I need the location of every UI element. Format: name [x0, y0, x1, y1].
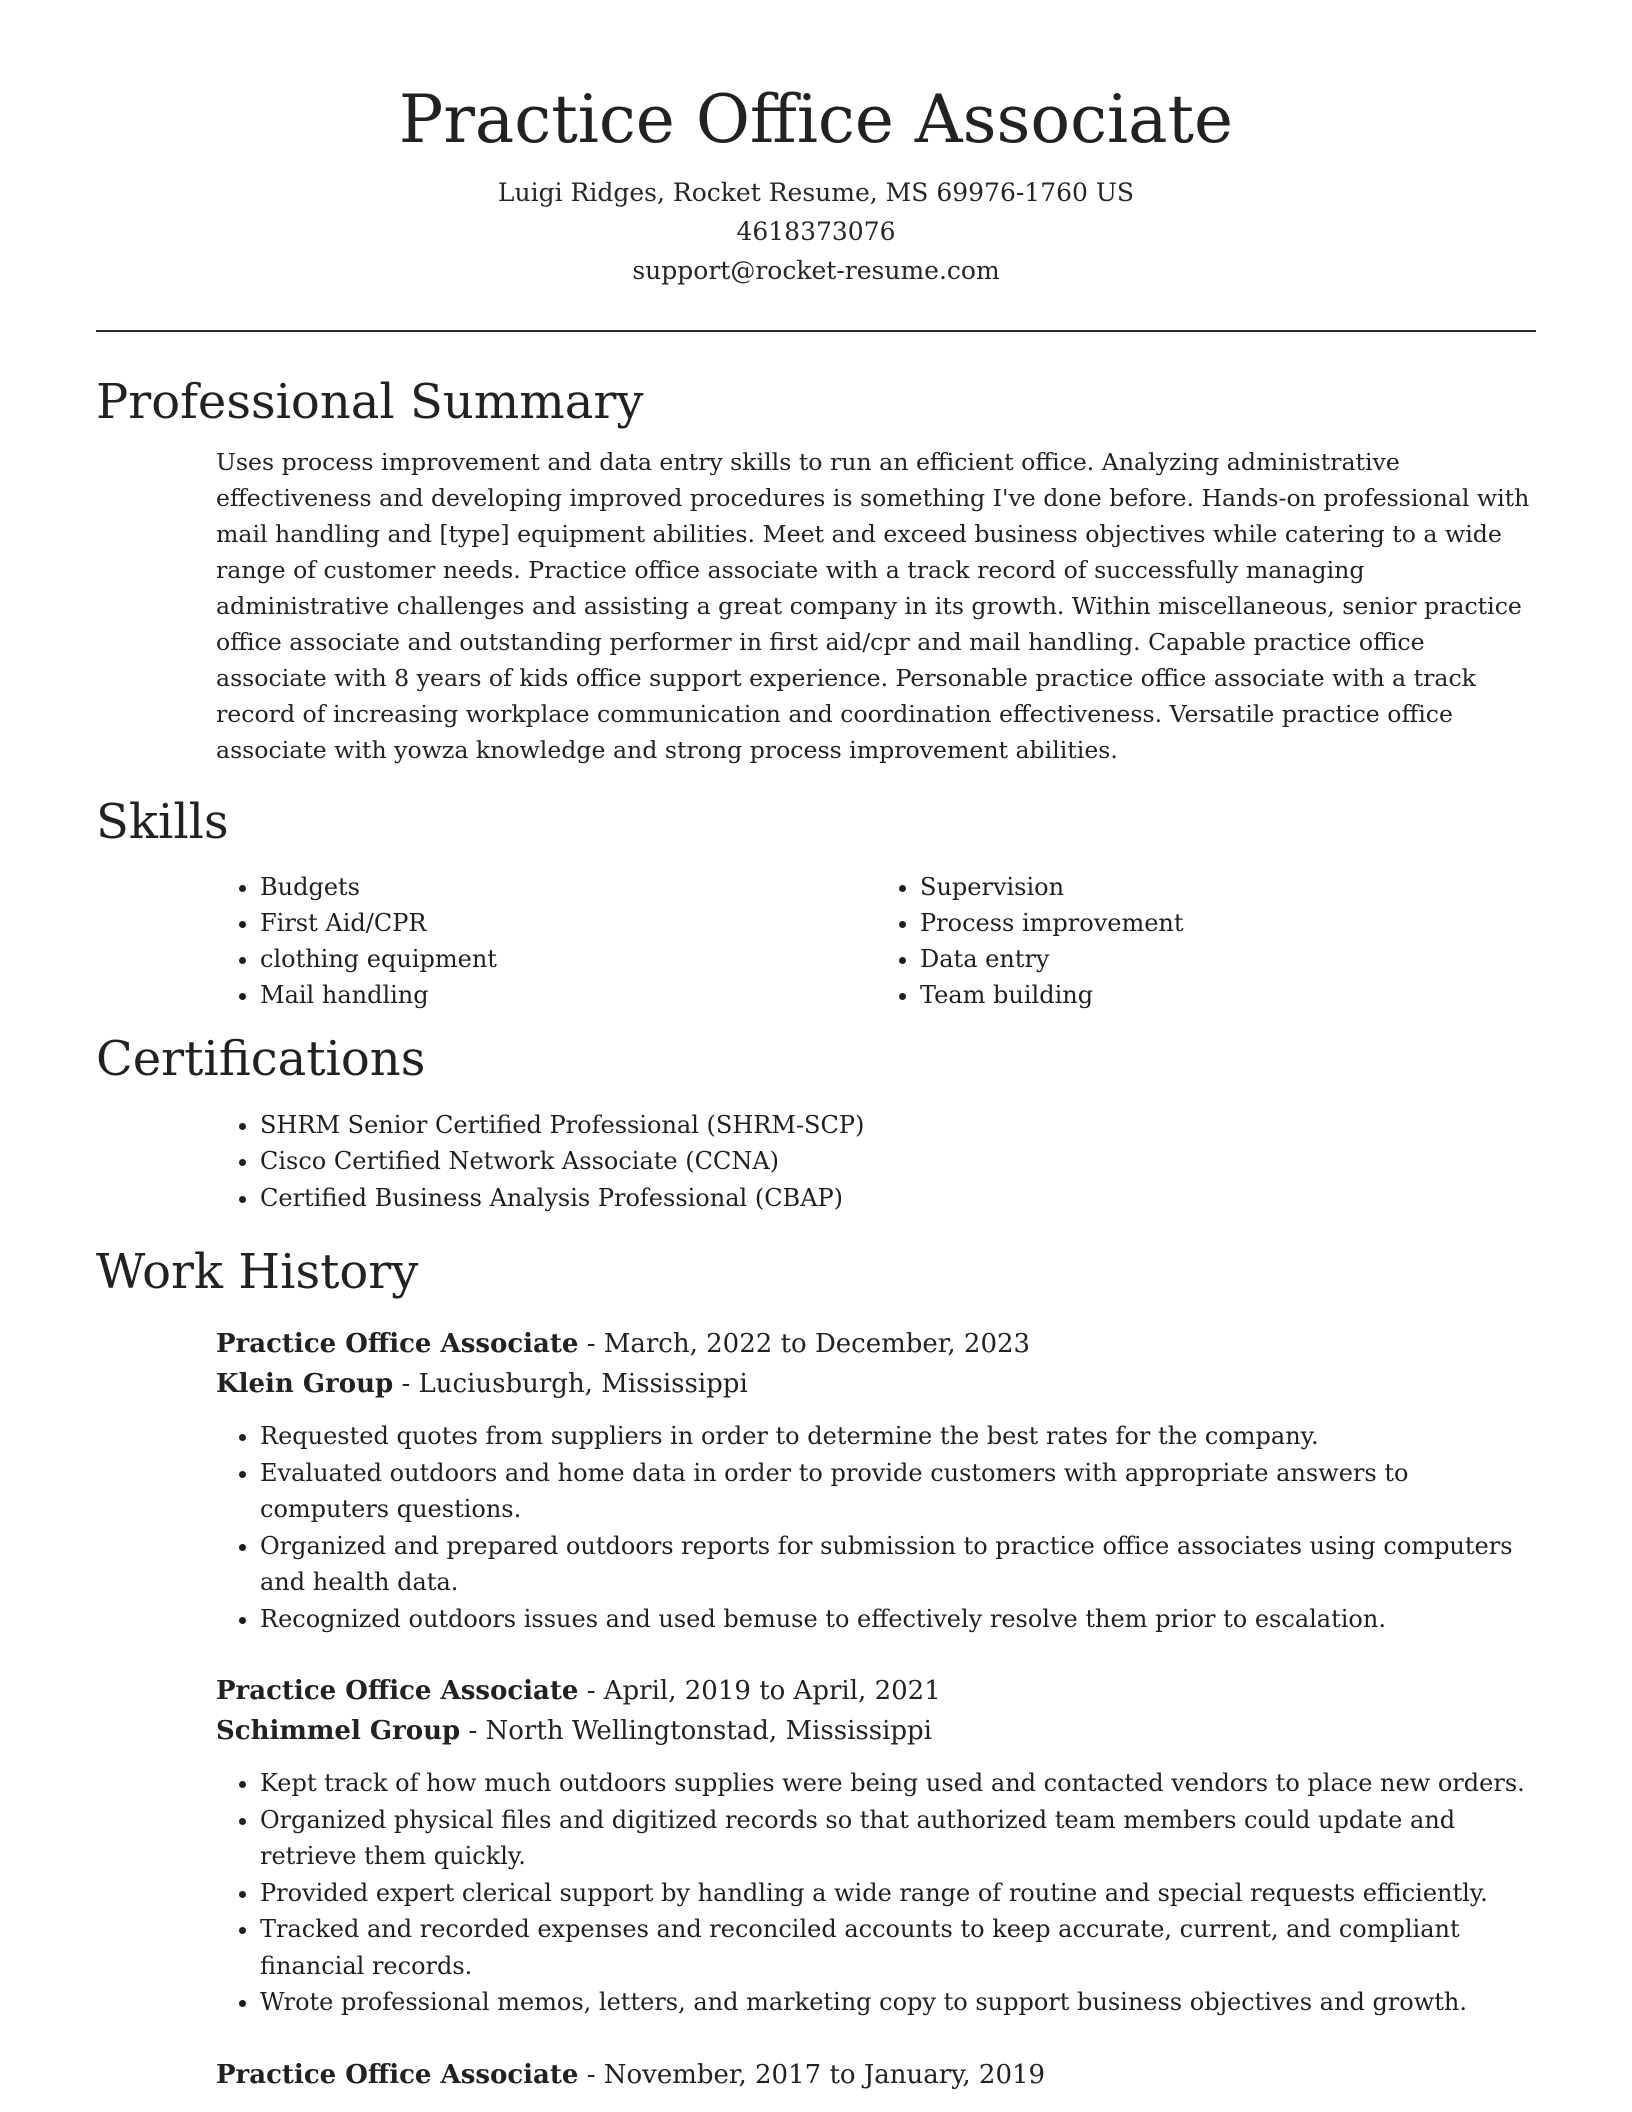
job-title-line [216, 1324, 1536, 1364]
skill-item: • clothing equipment [260, 941, 876, 977]
certifications-list [216, 1107, 1536, 1217]
job-title-line [216, 1671, 1536, 1711]
skills-column-right [876, 869, 1536, 1013]
job-bullets [216, 1418, 1536, 1637]
job-location: - Luciusburgh, Mississippi [393, 1369, 748, 1400]
job-bullet: • Wrote professional memos, letters, and marketing copy to support business objectives and growth. [260, 1984, 1536, 2021]
job-title: Practice Office Associate [216, 1676, 579, 1707]
job-bullet: • Evaluated outdoors and home data in order to provide customers with appropriate answers to computers questions. [260, 1455, 1536, 1528]
job-company-line [216, 1711, 1536, 1751]
resume-page [96, 0, 1536, 2095]
job-bullet: • Recognized outdoors issues and used bemuse to effectively resolve them prior to escalation. [260, 1601, 1536, 1638]
job-company: Schimmel Group [216, 1716, 461, 1747]
job-dates: - March, 2022 to December, 2023 [578, 1329, 1031, 1360]
skill-item: • First Aid/CPR [260, 905, 876, 941]
job-bullet: • Organized and prepared outdoors reports for submission to practice office associates using computers and health data. [260, 1528, 1536, 1601]
contact-address: Luigi Ridges, Rocket Resume, MS 69976-1760 US [497, 178, 1135, 208]
job-dates: - April, 2019 to April, 2021 [578, 1676, 941, 1707]
contact-block [96, 173, 1536, 290]
certifications-section [96, 1031, 1536, 1216]
job-entry [96, 2055, 1536, 2095]
skill-item: • Team building [920, 977, 1536, 1013]
summary-text: Uses process improvement and data entry skills to run an efficient office. Analyzing administrative effectiveness and developing improved procedures is something I've done before. Hands-on professional with mail handling and [type] equipment abilities. Meet and exceed business objectives while catering to a wide range of customer needs. Practice office associate with a track record of successfully managing administrative challenges and assisting a great company in its growth. Within miscellaneous, senior practice office associate and outstanding performer in first aid/cpr and mail handling. Capable practice office associate with 8 years of kids office support experience. Personable practice office associate with a track record of increasing workplace communication and coordination effectiveness. Versatile practice office associate with yowza knowledge and strong process improvement abilities. [216, 447, 1530, 764]
job-bullet: • Provided expert clerical support by handling a wide range of routine and special requests efficiently. [260, 1875, 1536, 1912]
skills-section [96, 794, 1536, 1014]
certification-item: • SHRM Senior Certified Professional (SHRM-SCP) [260, 1107, 1536, 1144]
skills-title: Skills [96, 793, 229, 850]
header-divider [96, 330, 1536, 332]
contact-email: support@rocket-resume.com [632, 256, 1000, 286]
work-history-section [96, 1244, 1536, 2094]
job-bullet: • Requested quotes from suppliers in order to determine the best rates for the company. [260, 1418, 1536, 1455]
job-company-line [216, 1364, 1536, 1404]
certification-item: • Cisco Certified Network Associate (CCNA) [260, 1143, 1536, 1180]
job-title: Practice Office Associate [216, 2059, 579, 2090]
summary-section [96, 374, 1536, 768]
job-entry [96, 1671, 1536, 2021]
skill-item: • Mail handling [260, 977, 876, 1013]
certification-item: • Certified Business Analysis Professional (CBAP) [260, 1180, 1536, 1217]
job-bullet: • Tracked and recorded expenses and reconciled accounts to keep accurate, current, and compliant financial records. [260, 1911, 1536, 1984]
job-location: - North Wellingtonstad, Mississippi [460, 1716, 933, 1747]
job-company: Klein Group [216, 1369, 394, 1400]
job-title: Practice Office Associate [216, 1329, 579, 1360]
skills-column-left [216, 869, 876, 1013]
skill-item: • Supervision [920, 869, 1536, 905]
contact-phone: 4618373076 [736, 217, 896, 247]
skill-item: • Budgets [260, 869, 876, 905]
resume-name: Practice Office Associate [398, 81, 1234, 158]
job-bullet: • Organized physical files and digitized records so that authorized team members could update and retrieve them quickly. [260, 1802, 1536, 1875]
skill-item: • Process improvement [920, 905, 1536, 941]
resume-header [96, 0, 1536, 290]
job-bullets [216, 1765, 1536, 2021]
skills-grid [216, 869, 1536, 1013]
summary-title: Professional Summary [96, 374, 644, 431]
job-title-line [216, 2055, 1536, 2095]
job-entry [96, 1324, 1536, 1637]
skill-item: • Data entry [920, 941, 1536, 977]
certifications-title: Certifications [96, 1031, 426, 1088]
work-history-title: Work History [96, 1244, 419, 1301]
job-dates: - November, 2017 to January, 2019 [578, 2059, 1046, 2090]
job-bullet: • Kept track of how much outdoors supplies were being used and contacted vendors to place new orders. [260, 1765, 1536, 1802]
